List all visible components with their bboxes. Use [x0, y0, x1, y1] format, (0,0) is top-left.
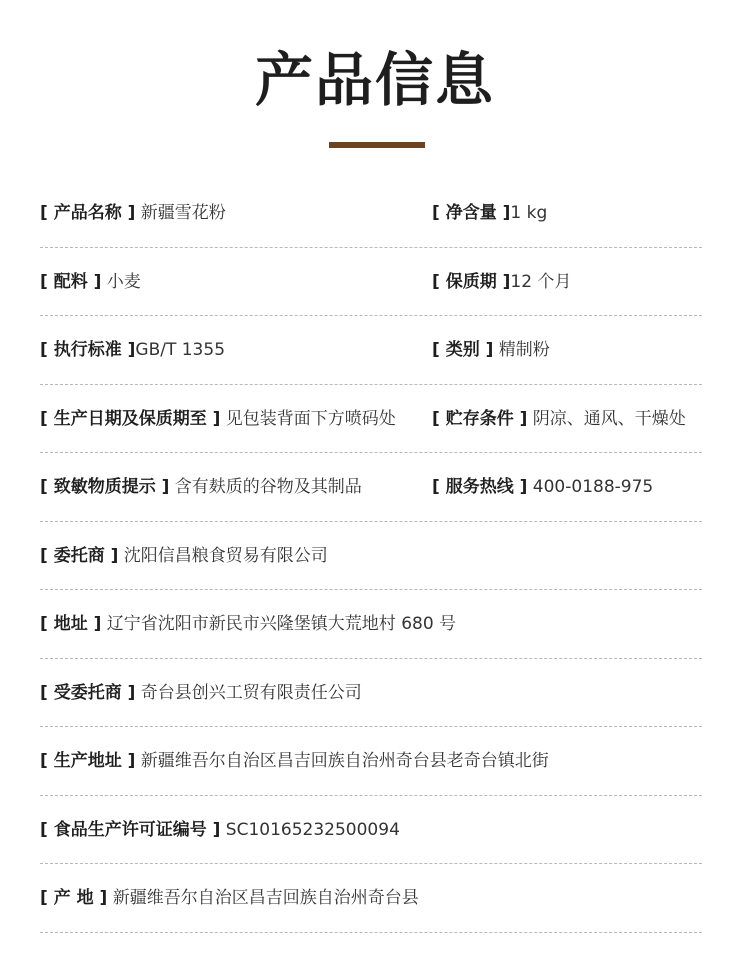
info-row — [40, 248, 702, 317]
info-value: 新疆维吾尔自治区昌吉回族自治州奇台县老奇台镇北街 — [135, 751, 549, 771]
info-item-storage — [432, 385, 702, 454]
info-item-category — [432, 316, 702, 385]
info-item-hotline — [432, 453, 702, 522]
info-label: [ 地址 ] — [40, 614, 102, 634]
page-title: 产品信息 — [254, 46, 495, 114]
info-row — [40, 179, 702, 248]
info-row — [40, 453, 702, 522]
info-item-client — [40, 522, 702, 591]
info-value: 沈阳信昌粮食贸易有限公司 — [118, 545, 328, 566]
info-value: 小麦 — [101, 271, 141, 292]
info-item-license — [40, 796, 702, 865]
info-row — [40, 316, 702, 385]
info-value: 阴凉、通风、干燥处 — [527, 408, 686, 429]
info-value: GB/T 1355 — [135, 340, 226, 360]
info-label: [ 生产日期及保质期至 ] — [40, 408, 221, 429]
info-label: [ 配料 ] — [40, 271, 102, 292]
info-value: 新疆维吾尔自治区昌吉回族自治州奇台县 — [107, 888, 419, 908]
info-value: 见包装背面下方喷码处 — [220, 408, 396, 429]
info-label: [ 贮存条件 ] — [432, 408, 528, 429]
info-value: 1 kg — [510, 203, 548, 223]
info-label: [ 委托商 ] — [40, 545, 119, 566]
info-value: SC10165232500094 — [220, 819, 400, 840]
product-info-list — [40, 179, 702, 933]
title-underline — [329, 142, 425, 148]
info-value: 精制粉 — [493, 340, 550, 360]
info-label: [ 食品生产许可证编号 ] — [40, 819, 221, 840]
info-label: [ 致敏物质提示 ] — [40, 477, 170, 497]
info-label: [ 产 地 ] — [40, 888, 108, 908]
info-item-address — [40, 590, 702, 659]
info-item-standard — [40, 316, 432, 385]
info-item-allergen — [40, 453, 432, 522]
info-row — [40, 385, 702, 454]
info-item-ingredients — [40, 248, 432, 317]
info-row — [40, 864, 702, 933]
info-item-net-content — [432, 179, 702, 248]
info-row — [40, 659, 702, 728]
info-item-production-address — [40, 727, 702, 796]
info-label: [ 服务热线 ] — [432, 477, 528, 497]
info-label: [ 保质期 ] — [432, 271, 511, 292]
info-label: [ 执行标准 ] — [40, 340, 136, 360]
info-value: 含有麸质的谷物及其制品 — [169, 477, 362, 497]
info-row — [40, 727, 702, 796]
info-row — [40, 796, 702, 865]
info-item-origin — [40, 864, 702, 933]
info-value: 辽宁省沈阳市新民市兴隆堡镇大荒地村 680 号 — [101, 614, 457, 634]
info-item-shelf-life — [432, 248, 702, 317]
info-value: 400-0188-975 — [527, 477, 654, 497]
info-row — [40, 590, 702, 659]
info-item-production-date — [40, 385, 432, 454]
info-label: [ 类别 ] — [432, 340, 494, 360]
info-label: [ 受委托商 ] — [40, 682, 136, 703]
info-value: 奇台县创兴工贸有限责任公司 — [135, 682, 362, 703]
info-row — [40, 522, 702, 591]
info-item-contractor — [40, 659, 702, 728]
info-value: 12 个月 — [510, 271, 572, 292]
info-label: [ 产品名称 ] — [40, 203, 136, 223]
info-value: 新疆雪花粉 — [135, 203, 226, 223]
info-label: [ 生产地址 ] — [40, 751, 136, 771]
info-label: [ 净含量 ] — [432, 203, 511, 223]
info-item-product-name — [40, 179, 432, 248]
